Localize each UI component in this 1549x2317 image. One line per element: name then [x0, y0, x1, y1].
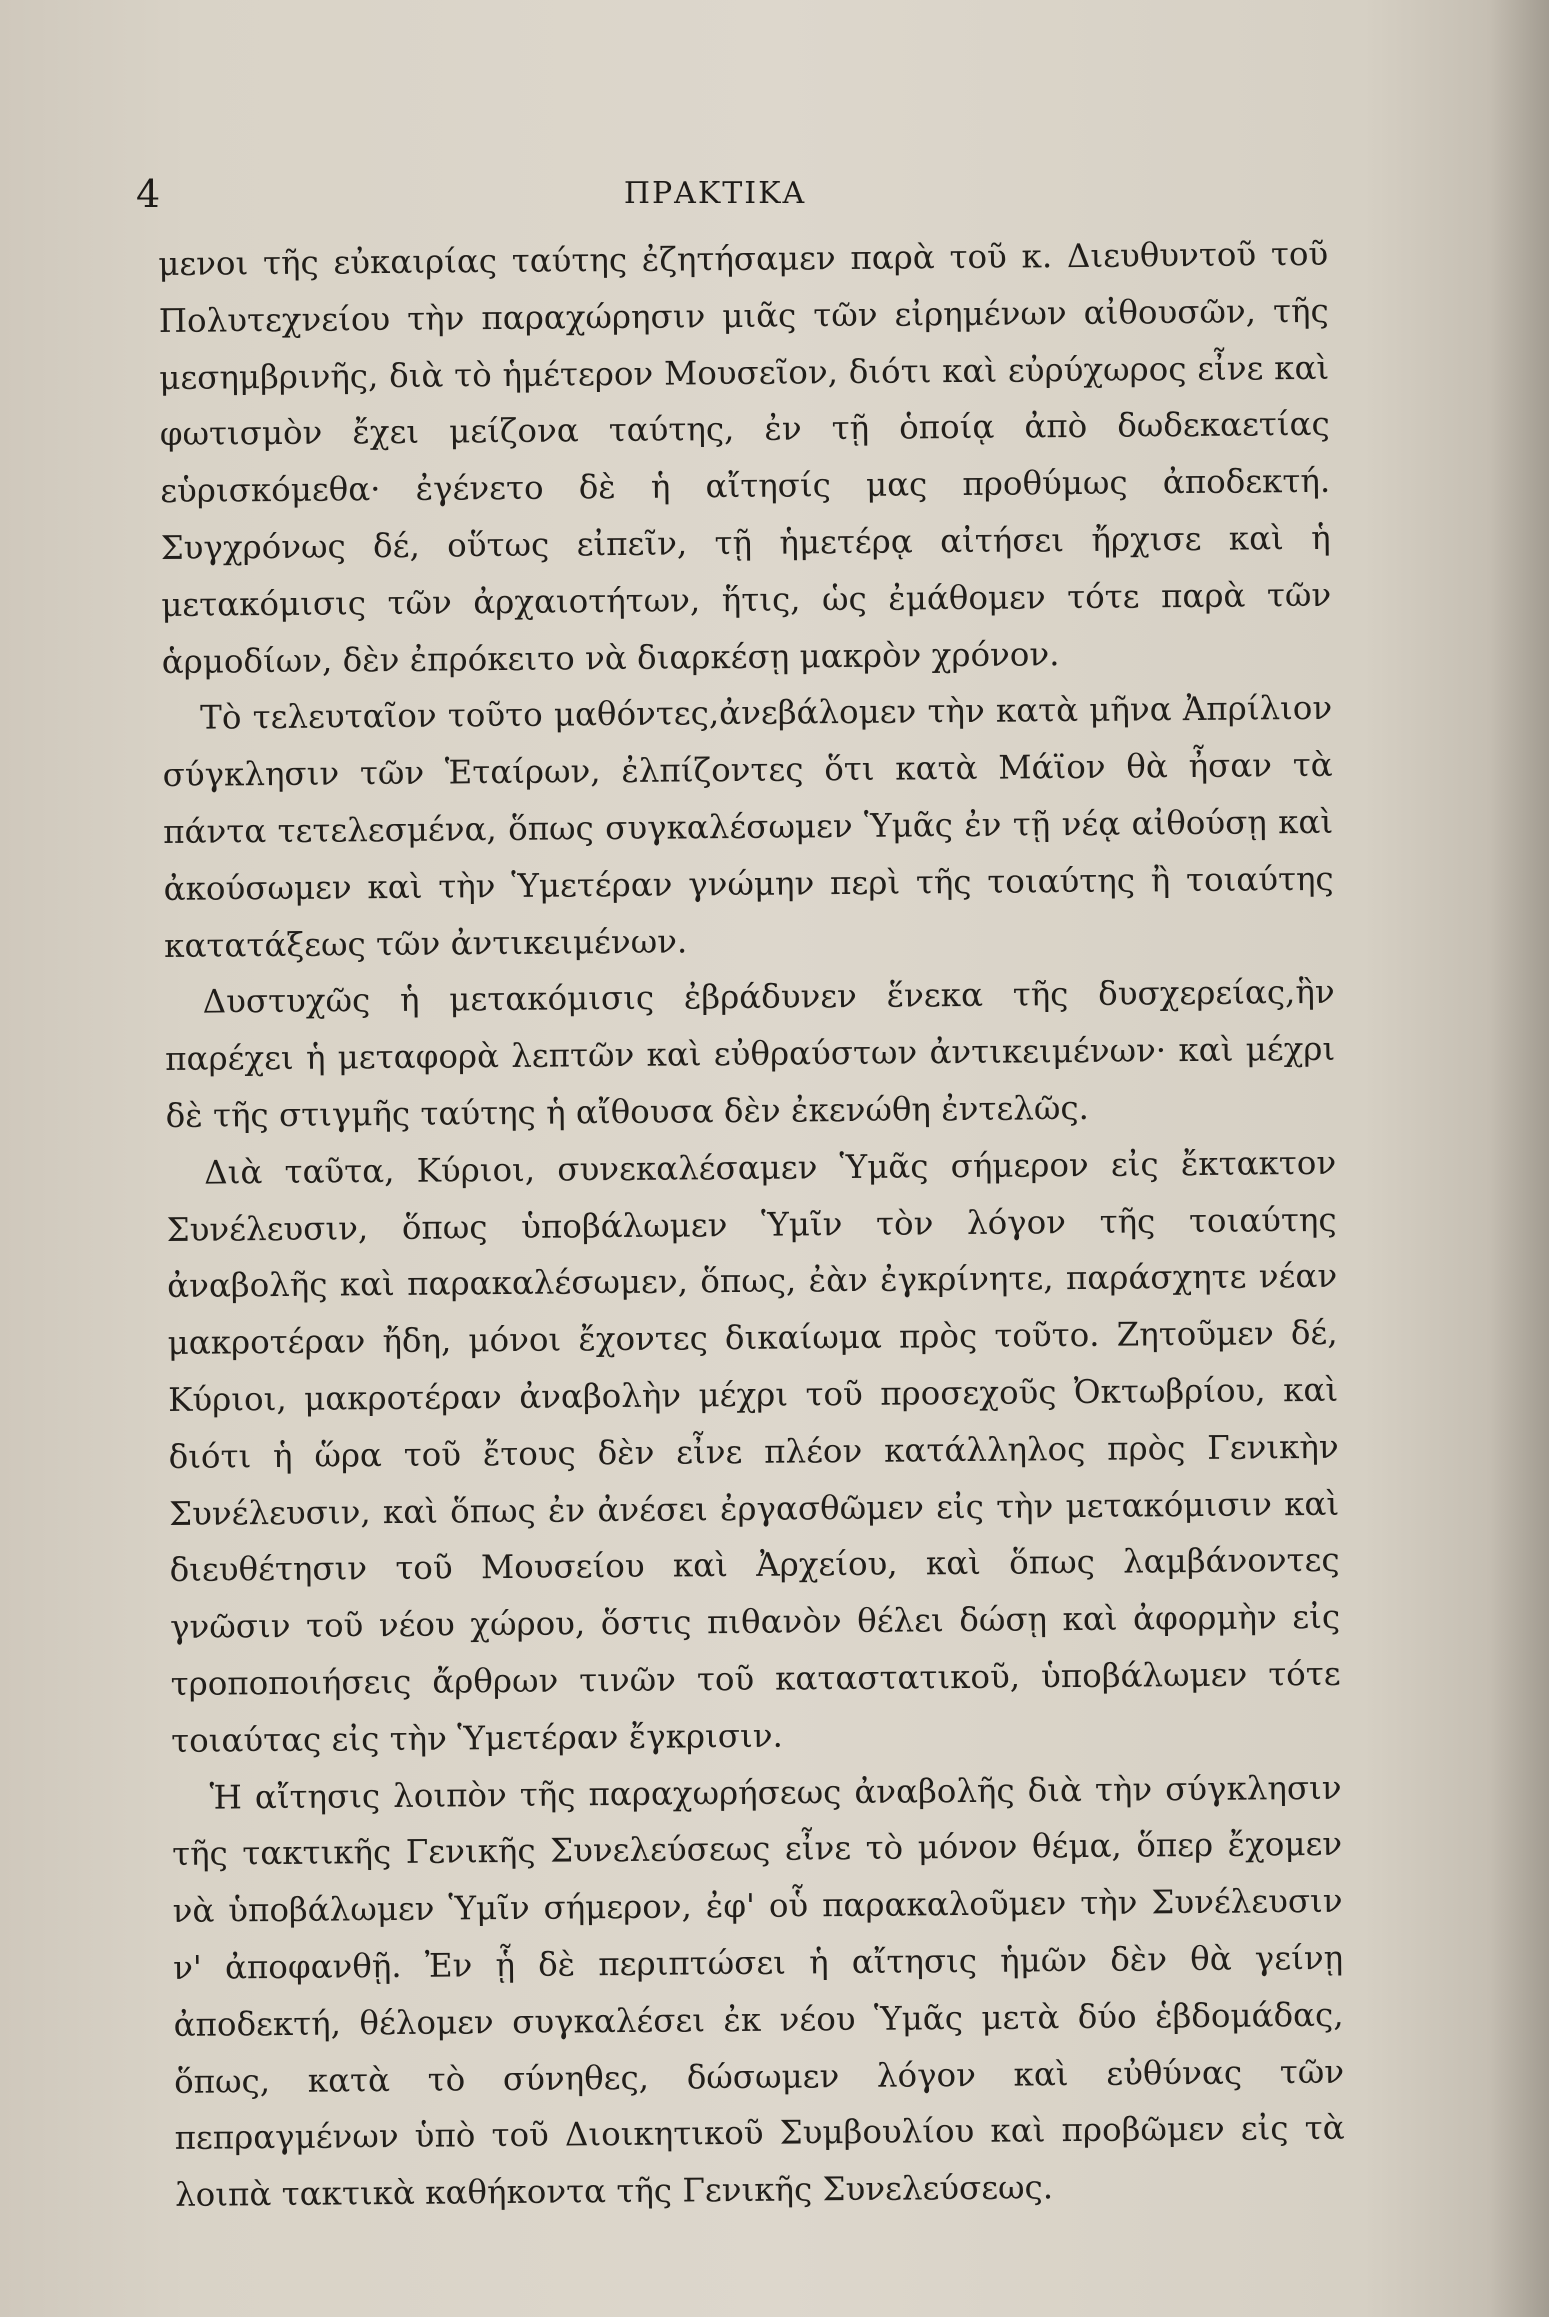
page-header [130, 172, 1300, 222]
page-number: 4 [136, 172, 161, 216]
running-title: ΠΡΑΚΤΙΚΑ [623, 176, 807, 211]
paragraph: Τὸ τελευταῖον τοῦτο μαθόντες,ἀνεβάλομεν τὴν κατὰ μῆνα Ἀπρίλιον σύγκλησιν τῶν Ἑταίρων, ἐλπίζοντες ὅτι κατὰ Μάϊον θὰ ἦσαν τὰ πάντα τετελεσμένα, ὅπως συγκαλέσωμεν Ὑμᾶς ἐν τῇ νέᾳ αἰθούσῃ καὶ ἀκούσωμεν καὶ τὴν Ὑμετέραν γνώμην περὶ τῆς τοιαύτης ἢ τοιαύτης κατατάξεως τῶν ἀντικειμένων. [162, 689, 1334, 965]
paragraph: Διὰ ταῦτα, Κύριοι, συνεκαλέσαμεν Ὑμᾶς σήμερον εἰς ἔκτακτον Συνέλευσιν, ὅπως ὑποβάλωμεν Ὑμῖν τὸν λόγον τῆς τοιαύτης ἀναβολῆς καὶ παρακαλέσωμεν, ὅπως, ἐὰν ἐγκρίνητε, παράσχητε νέαν μακροτέραν ἤδη, μόνοι ἔχοντες δικαίωμα πρὸς τοῦτο. Ζητοῦμεν δέ, Κύριοι, μακροτέραν ἀναβολὴν μέχρι τοῦ προσεχοῦς Ὀκτωβρίου, καὶ διότι ἡ ὥρα τοῦ ἔτους δὲν εἶνε πλέον κατάλληλος πρὸς Γενικὴν Συνέλευσιν, καὶ ὅπως ἐν ἀνέσει ἐργασθῶμεν εἰς τὴν μετακόμισιν καὶ διευθέτησιν τοῦ Μουσείου καὶ Ἀρχείου, καὶ ὅπως λαμβάνοντες γνῶσιν τοῦ νέου χώρου, ὅστις πιθανὸν θέλει δώσῃ καὶ ἀφορμὴν εἰς τροποποιήσεις ἄρθρων τινῶν τοῦ καταστατικοῦ, ὑποβάλωμεν τότε τοιαύτας εἰς τὴν Ὑμετέραν ἔγκρισιν. [166, 1143, 1341, 1760]
paragraph: Ἡ αἴτησις λοιπὸν τῆς παραχωρήσεως ἀναβολῆς διὰ τὴν σύγκλησιν τῆς τακτικῆς Γενικῆς Συνελεύσεως εἶνε τὸ μόνον θέμα, ὅπερ ἔχομεν νὰ ὑποβάλωμεν Ὑμῖν σήμερον, ἐφ' οὗ παρακαλοῦμεν τὴν Συνέλευσιν ν' ἀποφανθῇ. Ἐν ᾗ δὲ περιπτώσει ἡ αἴτησις ἡμῶν δὲν θὰ γείνῃ ἀποδεκτή, θέλομεν συγκαλέσει ἐκ νέου Ὑμᾶς μετὰ δύο ἑβδομάδας, ὅπως, κατὰ τὸ σύνηθες, δώσωμεν λόγον καὶ εὐθύνας τῶν πεπραγμένων ὑπὸ τοῦ Διοικητικοῦ Συμβουλίου καὶ προβῶμεν εἰς τὰ λοιπὰ τακτικὰ καθήκοντα τῆς Γενικῆς Συνελεύσεως. [171, 1768, 1345, 2215]
paragraph: Δυστυχῶς ἡ μετακόμισις ἐβράδυνεν ἕνεκα τῆς δυσχερείας,ἣν παρέχει ἡ μεταφορὰ λεπτῶν καὶ εὐθραύστων ἀντικειμένων· καὶ μέχρι δὲ τῆς στιγμῆς ταύτης ἡ αἴθουσα δὲν ἐκενώθη ἐντελῶς. [165, 973, 1336, 1135]
paragraph: μενοι τῆς εὐκαιρίας ταύτης ἐζητήσαμεν παρὰ τοῦ κ. Διευθυντοῦ τοῦ Πολυτεχνείου τὴν παραχώρησιν μιᾶς τῶν εἰρημένων αἰθουσῶν, τῆς μεσημβρινῆς, διὰ τὸ ἡμέτερον Μουσεῖον, διότι καὶ εὐρύχωρος εἶνε καὶ φωτισμὸν ἔχει μείζονα ταύτης, ἐν τῇ ὁποίᾳ ἀπὸ δωδεκαετίας εὑρισκόμεθα· ἐγένετο δὲ ἡ αἴτησίς μας προθύμως ἀποδεκτή. Συγχρόνως δέ, οὕτως εἰπεῖν, τῇ ἡμετέρᾳ αἰτήσει ἤρχισε καὶ ἡ μετακόμισις τῶν ἀρχαιοτήτων, ἥτις, ὡς ἐμάθομεν τότε παρὰ τῶν ἁρμοδίων, δὲν ἐπρόκειτο νὰ διαρκέσῃ μακρὸν χρόνον. [158, 234, 1332, 681]
body-text [158, 226, 1345, 2224]
